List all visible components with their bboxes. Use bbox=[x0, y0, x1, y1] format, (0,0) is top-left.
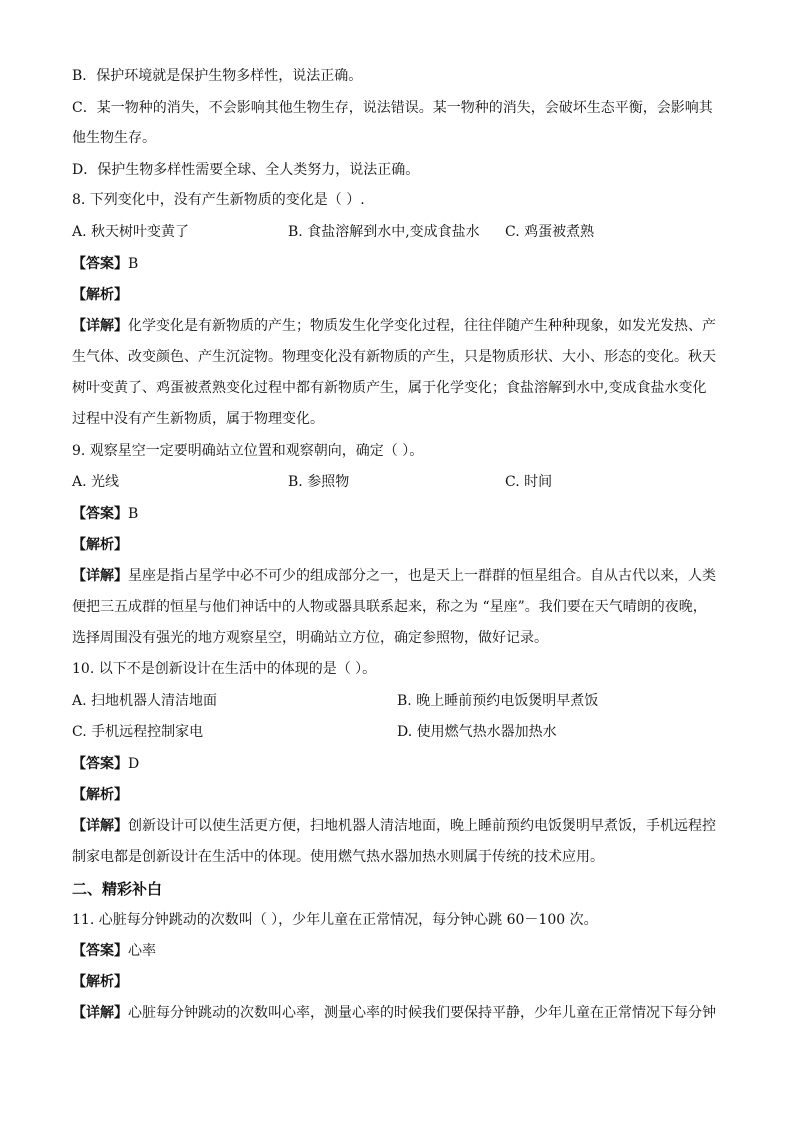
question-8-detail-line4: 过程中没有产生新物质，属于物理变化。 bbox=[72, 411, 324, 427]
question-9-option-c: C. 时间 bbox=[505, 474, 553, 490]
detail-tag: 【详解】 bbox=[72, 318, 128, 334]
question-9-analysis-tag: 【解析】 bbox=[72, 537, 128, 553]
question-9-answer bbox=[72, 504, 138, 524]
question-8-option-a: A. 秋天树叶变黄了 bbox=[72, 224, 190, 240]
detail-text: 创新设计可以使生活更方便，扫地机器人清洁地面，晚上睡前预约电饭煲明早煮饭，手机远程控 bbox=[128, 818, 716, 834]
question-10-option-b: B. 晚上睡前预约电饭煲明早煮饭 bbox=[397, 693, 599, 709]
question-10-option-d: D. 使用燃气热水器加热水 bbox=[397, 724, 557, 740]
question-10-detail-line2: 制家电都是创新设计在生活中的体现。使用燃气热水器加热水则属于传统的技术应用。 bbox=[72, 849, 604, 865]
question-9-stem: 9. 观察星空一定要明确站立位置和观察朝向，确定（ ）。 bbox=[72, 443, 424, 459]
question-10-answer bbox=[72, 754, 139, 774]
answer-value: B bbox=[128, 506, 139, 522]
question-10-detail-line1 bbox=[72, 816, 722, 836]
question-10-option-a: A. 扫地机器人清洁地面 bbox=[72, 693, 218, 709]
detail-tag: 【详解】 bbox=[72, 818, 128, 834]
question-8-detail-line3: 树叶变黄了、鸡蛋被煮熟变化过程中都有新物质产生，属于化学变化；食盐溶解到水中,变成食盐水变化 bbox=[72, 380, 707, 396]
question-9-detail-line1 bbox=[72, 566, 722, 586]
question-8-detail-line1 bbox=[72, 316, 722, 336]
question-8-answer bbox=[72, 254, 138, 274]
section-title: 二、精彩补白 bbox=[72, 880, 163, 898]
question-10-stem: 10. 以下不是创新设计在生活中的体现的是（ ）。 bbox=[72, 661, 377, 677]
question-8-stem: 8. 下列变化中，没有产生新物质的变化是（ ）. bbox=[72, 192, 365, 208]
option-b-explanation: B．保护环境就是保护生物多样性，说法正确。 bbox=[72, 68, 363, 84]
question-8-option-b: B. 食盐溶解到水中,变成食盐水 bbox=[288, 224, 480, 240]
question-10-option-c: C. 手机远程控制家电 bbox=[72, 724, 204, 740]
option-c-explanation-line2: 他生物生存。 bbox=[72, 130, 156, 146]
answer-tag: 【答案】 bbox=[72, 943, 128, 959]
detail-text: 化学变化是有新物质的产生；物质发生化学变化过程，往往伴随产生种种现象，如发光发热、产 bbox=[128, 318, 716, 334]
question-10-analysis-tag: 【解析】 bbox=[72, 787, 128, 803]
detail-text: 心脏每分钟跳动的次数叫心率，测量心率的时候我们要保持平静，少年儿童在正常情况下每分钟 bbox=[128, 1005, 716, 1021]
detail-text: 星座是指占星学中必不可少的组成部分之一，也是天上一群群的恒星组合。自从古代以来，人类 bbox=[128, 568, 716, 584]
question-11-analysis-tag: 【解析】 bbox=[72, 974, 128, 990]
question-9-option-a: A. 光线 bbox=[72, 474, 120, 490]
question-9-detail-line3: 选择周围没有强光的地方观察星空，明确站立方位，确定参照物，做好记录。 bbox=[72, 630, 548, 646]
answer-tag: 【答案】 bbox=[72, 256, 128, 272]
detail-tag: 【详解】 bbox=[72, 568, 128, 584]
answer-value: 心率 bbox=[128, 943, 156, 959]
question-8-detail-line2: 生气体、改变颜色、产生沉淀物。物理变化没有新物质的产生，只是物质形状、大小、形态的变化。秋天 bbox=[72, 349, 716, 365]
answer-value: D bbox=[128, 756, 140, 772]
question-11-stem: 11. 心脏每分钟跳动的次数叫（ ），少年儿童在正常情况，每分钟心跳 60－100 次。 bbox=[72, 912, 598, 928]
option-d-explanation: D．保护生物多样性需要全球、全人类努力，说法正确。 bbox=[72, 162, 420, 178]
option-c-explanation-line1: C．某一物种的消失，不会影响其他生物生存，说法错误。某一物种的消失，会破坏生态平衡，会影响其 bbox=[72, 100, 713, 116]
question-9-detail-line2: 便把三五成群的恒星与他们神话中的人物或器具联系起来，称之为 “星座”。我们要在天气晴朗的夜晚， bbox=[72, 599, 707, 615]
question-9-option-b: B. 参照物 bbox=[288, 474, 350, 490]
answer-tag: 【答案】 bbox=[72, 756, 128, 772]
answer-value: B bbox=[128, 256, 139, 272]
question-8-option-c: C. 鸡蛋被煮熟 bbox=[505, 224, 595, 240]
answer-tag: 【答案】 bbox=[72, 506, 128, 522]
question-8-analysis-tag: 【解析】 bbox=[72, 287, 128, 303]
question-11-detail-line1 bbox=[72, 1003, 722, 1023]
detail-tag: 【详解】 bbox=[72, 1005, 128, 1021]
question-11-answer bbox=[72, 941, 156, 961]
